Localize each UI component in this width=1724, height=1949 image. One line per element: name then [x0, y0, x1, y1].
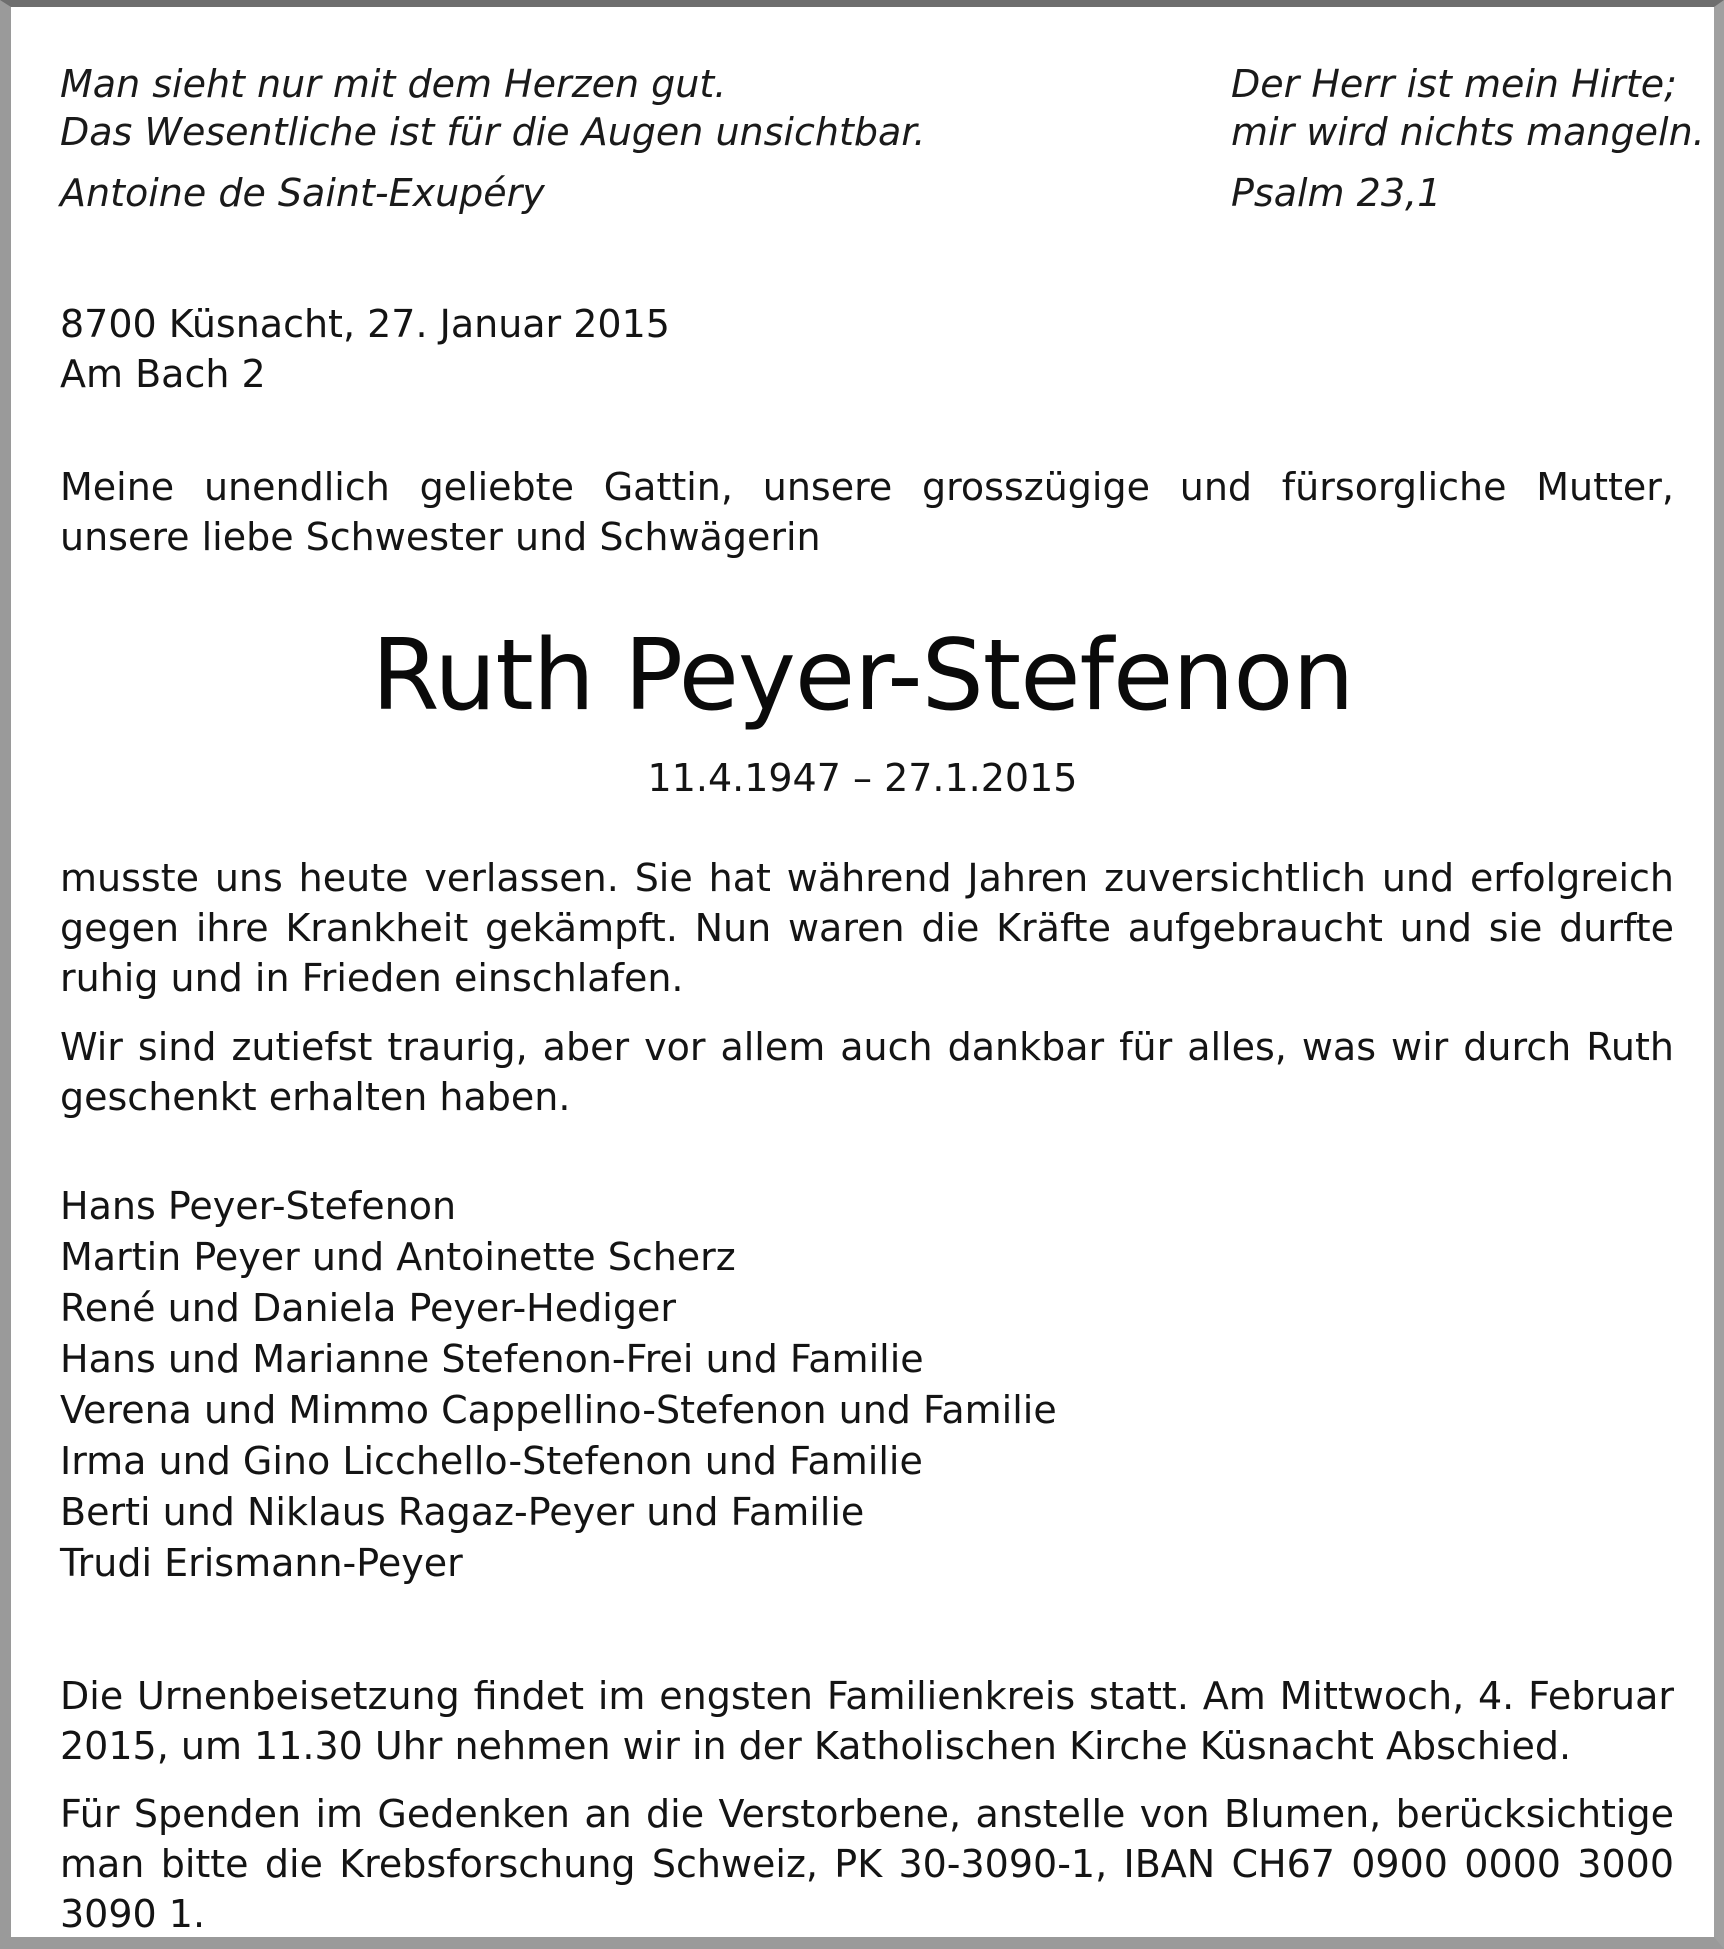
- address: Am Bach 2: [60, 352, 266, 396]
- closing-paragraph-1: Die Urnenbeisetzung findet im engsten Familienkreis statt. Am Mittwoch, 4. Februar 2015, um 11.30 Uhr nehmen wir in der Katholischen Kirche Küsnacht Abschied.: [60, 1674, 1674, 1768]
- mourner-line: Hans Peyer-Stefenon: [60, 1184, 457, 1228]
- body-paragraph-1: musste uns heute verlassen. Sie hat während Jahren zuversichtlich und erfolgreich gegen ihre Krankheit gekämpft. Nun waren die Kräfte aufgebraucht und sie durfte ruhig und in Frieden einschlafen.: [60, 856, 1674, 1000]
- quote-left-line-2: Das Wesentliche ist für die Augen unsichtbar.: [60, 110, 926, 154]
- quote-left-author: Antoine de Saint-Exupéry: [60, 171, 545, 215]
- mourner-line: Martin Peyer und Antoinette Scherz: [60, 1235, 736, 1279]
- quote-right-line-1: Der Herr ist mein Hirte;: [1231, 62, 1677, 106]
- mourner-line: Trudi Erismann-Peyer: [60, 1541, 463, 1585]
- place-date: 8700 Küsnacht, 27. Januar 2015: [60, 302, 670, 346]
- quote-right-line-2: mir wird nichts mangeln.: [1231, 110, 1705, 154]
- intro-text: Meine unendlich geliebte Gattin, unsere grosszügige und fürsorgliche Mutter, unsere liebe Schwester und Schwägerin: [60, 465, 1674, 559]
- mourner-line: René und Daniela Peyer-Hediger: [60, 1286, 676, 1330]
- deceased-name: Ruth Peyer-Stefenon: [371, 619, 1354, 733]
- life-dates: 11.4.1947 – 27.1.2015: [647, 756, 1078, 800]
- closing-paragraph-2: Für Spenden im Gedenken an die Verstorbene, anstelle von Blumen, berücksichtige man bitte die Krebsforschung Schweiz, PK 30-3090-1, IBAN CH67 0900 0000 3000 3090 1.: [60, 1792, 1674, 1936]
- mourner-line: Berti und Niklaus Ragaz-Peyer und Familie: [60, 1490, 865, 1534]
- mourner-line: Verena und Mimmo Cappellino-Stefenon und Familie: [60, 1388, 1057, 1432]
- quote-left-line-1: Man sieht nur mit dem Herzen gut.: [60, 62, 727, 106]
- body-paragraph-2: Wir sind zutiefst traurig, aber vor allem auch dankbar für alles, was wir durch Ruth geschenkt erhalten haben.: [60, 1025, 1674, 1119]
- mourner-line: Hans und Marianne Stefenon-Frei und Familie: [60, 1337, 924, 1381]
- quote-right-source: Psalm 23,1: [1231, 171, 1442, 215]
- mourner-line: Irma und Gino Licchello-Stefenon und Familie: [60, 1439, 923, 1483]
